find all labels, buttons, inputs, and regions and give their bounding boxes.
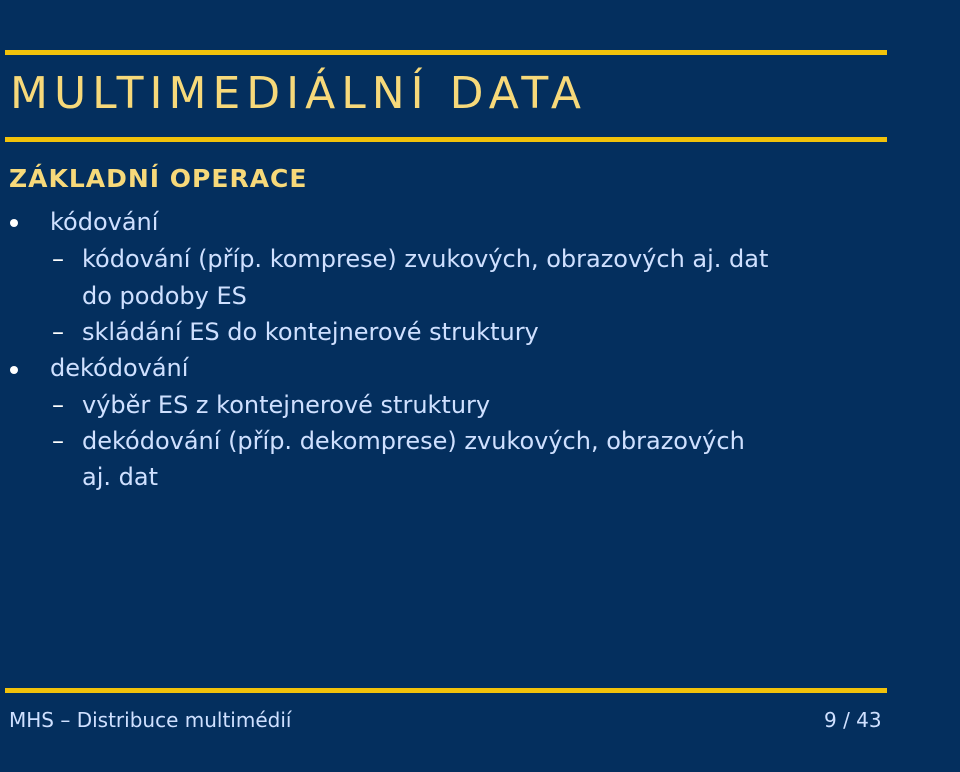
- sub-list-item: výběr ES z kontejnerové struktury: [82, 391, 491, 419]
- bullet-icon: [10, 219, 18, 227]
- sub-list-item: skládání ES do kontejnerové struktury: [82, 318, 539, 346]
- title-underline-rule: [5, 137, 887, 142]
- list-item: dekódování: [50, 354, 189, 382]
- section-heading: ZÁKLADNÍ OPERACE: [9, 164, 308, 193]
- footer-rule: [5, 688, 887, 693]
- dash-icon: –: [52, 245, 64, 273]
- list-item: kódování: [50, 208, 159, 236]
- sub-list-item-continuation: do podoby ES: [82, 282, 247, 310]
- sub-list-item: dekódování (příp. dekomprese) zvukových, obrazových: [82, 427, 745, 455]
- dash-icon: –: [52, 391, 64, 419]
- sub-list-item-continuation: aj. dat: [82, 463, 158, 491]
- dash-icon: –: [52, 427, 64, 455]
- dash-icon: –: [52, 318, 64, 346]
- slide-title: MULTIMEDIÁLNÍ DATA: [10, 68, 587, 119]
- sub-list-item: kódování (příp. komprese) zvukových, obrazových aj. dat: [82, 245, 769, 273]
- top-rule: [5, 50, 887, 55]
- page-number: 9 / 43: [824, 708, 882, 732]
- footer-course-title: MHS – Distribuce multimédií: [9, 708, 292, 732]
- bullet-icon: [10, 366, 18, 374]
